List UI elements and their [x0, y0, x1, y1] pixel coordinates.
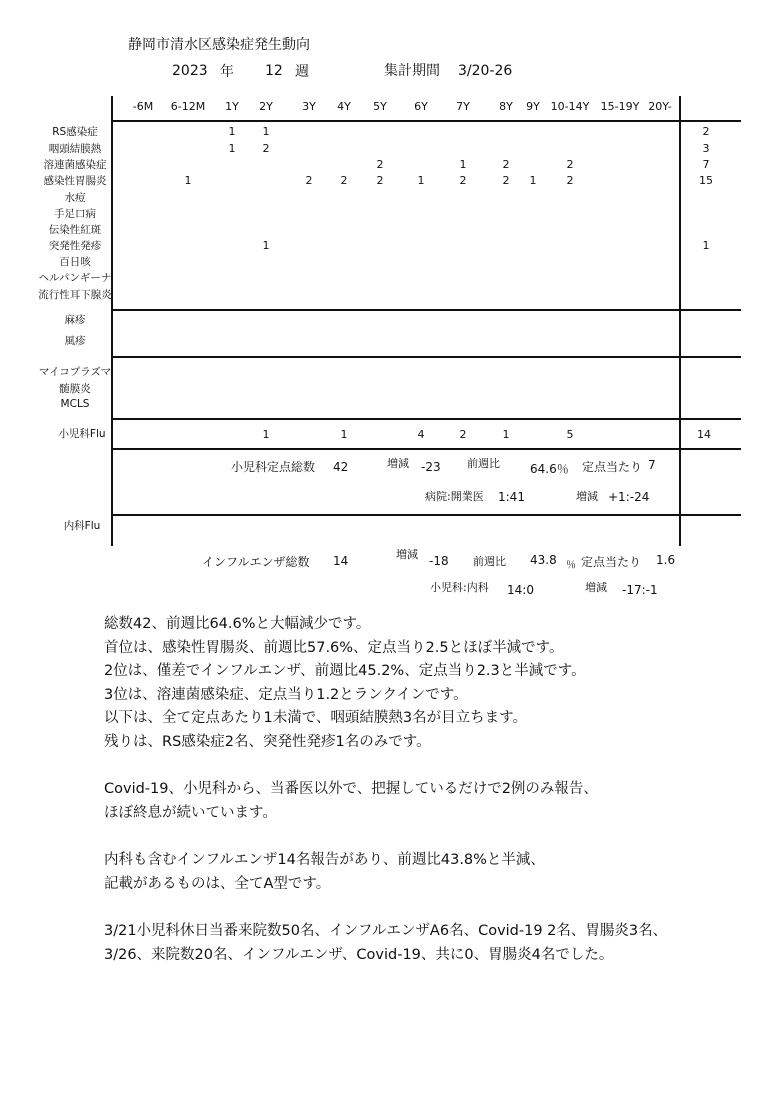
table-cell: 1	[502, 428, 510, 441]
column-header: 9Y	[526, 100, 540, 113]
pediatric-internal-change-label: 増減	[585, 581, 607, 594]
table-cell: 1	[184, 174, 192, 187]
row-label-measles: 麻疹	[64, 314, 86, 326]
commentary-line: 残りは、RS感染症2名、突発性発疹1名のみです。	[104, 733, 431, 750]
pediatric-ratio: 64.6％	[530, 462, 569, 476]
week-unit: 週	[295, 64, 309, 80]
row-label: ヘルパンギーナ	[38, 272, 112, 284]
pediatric-total-label: 小児科定点総数	[231, 460, 316, 474]
row-total: 2	[702, 125, 710, 138]
table-cell: 2	[459, 428, 467, 441]
pediatric-per-label: 定点当たり	[582, 460, 643, 474]
table-cell: 2	[566, 174, 574, 187]
flu-ratio-pct: ％	[566, 560, 576, 571]
header-divider	[111, 120, 741, 122]
pediatric-internal-ratio: 14:0	[507, 583, 534, 597]
table-cell: 2	[566, 158, 574, 171]
pediatric-change-label: 増減	[387, 457, 409, 470]
pediatric-total: 42	[333, 460, 349, 474]
row-label: 手足口病	[54, 208, 96, 220]
flu-ratio: 43.8	[530, 553, 557, 567]
hospital-clinic-label: 病院:開業医	[425, 490, 484, 503]
commentary-line: 3/21小児科休日当番来院数50名、インフルエンザA6名、Covid-19 2名、胃腸炎3名、	[104, 923, 668, 939]
column-header: 8Y	[499, 100, 513, 113]
year-unit: 年	[220, 64, 234, 80]
flu-change: -18	[429, 554, 449, 568]
commentary-line: 3/26、来院数20名、インフルエンザ、Covid-19、共に0、胃腸炎4名でした。	[104, 946, 614, 963]
flu-ratio-label: 前週比	[473, 555, 506, 568]
table-cell: 1	[459, 158, 467, 171]
table-cell: 1	[262, 239, 270, 252]
table-total-divider	[679, 96, 681, 546]
commentary-line: 首位は、感染性胃腸炎、前週比57.6%、定点当り2.5とほぼ半減です。	[104, 639, 564, 656]
commentary-line: ほぼ終息が続いています。	[104, 804, 277, 821]
column-header: 2Y	[259, 100, 273, 113]
pediatric-flu-divider	[111, 448, 741, 450]
commentary-line: Covid-19、小児科から、当番医以外で、把握しているだけで2例のみ報告、	[104, 781, 598, 797]
flu-total: 14	[333, 554, 349, 568]
year: 2023	[172, 63, 208, 79]
commentary-line: 記載があるものは、全てA型です。	[104, 875, 331, 892]
row-label: RS感染症	[52, 126, 98, 138]
pediatric-flu-total: 14	[697, 428, 711, 441]
pediatric-per: 7	[648, 458, 656, 472]
row-label-mcls: MCLS	[60, 398, 90, 410]
pediatric-internal-label: 小児科:内科	[430, 581, 489, 594]
table-cell: 2	[340, 174, 348, 187]
column-header: 3Y	[302, 100, 316, 113]
column-header: 20Y-	[648, 100, 672, 113]
row-label-mycoplasma: マイコプラズマ	[38, 366, 112, 378]
group-divider-1	[111, 309, 741, 311]
hospital-clinic-change: +1:-24	[608, 490, 650, 504]
row-label: 百日咳	[59, 256, 91, 268]
column-header: 7Y	[456, 100, 470, 113]
row-label: 伝染性紅斑	[48, 224, 102, 236]
table-cell: 1	[340, 428, 348, 441]
hospital-clinic-change-label: 増減	[576, 490, 598, 503]
pediatric-internal-change: -17:-1	[622, 583, 658, 597]
period-label: 集計期間	[384, 63, 440, 79]
table-cell: 1	[529, 174, 537, 187]
table-cell: 1	[228, 142, 236, 155]
table-cell: 2	[502, 158, 510, 171]
commentary-line: 2位は、僅差でインフルエンザ、前週比45.2%、定点当り2.3と半減です。	[104, 663, 586, 679]
commentary-line: 内科も含むインフルエンザ14名報告があり、前週比43.8%と半減、	[104, 852, 545, 868]
table-cell: 1	[417, 174, 425, 187]
row-total: 3	[702, 142, 710, 155]
table-cell: 4	[417, 428, 425, 441]
table-cell: 1	[262, 428, 270, 441]
table-cell: 1	[228, 125, 236, 138]
row-label: 水痘	[64, 192, 86, 204]
row-label-pediatric-flu: 小児科Flu	[58, 428, 106, 440]
table-cell: 2	[376, 158, 384, 171]
table-cell: 2	[305, 174, 313, 187]
flu-per-label: 定点当たり	[581, 555, 642, 569]
row-total: 15	[699, 174, 713, 187]
period: 3/20-26	[458, 63, 513, 79]
table-cell: 2	[262, 142, 270, 155]
column-header: 4Y	[337, 100, 351, 113]
flu-total-label: インフルエンザ総数	[202, 555, 310, 569]
commentary-line: 以下は、全て定点あたり1未満で、咽頭結膜熱3名が目立ちます。	[104, 710, 527, 726]
group-divider-3	[111, 418, 741, 420]
commentary-summary	[104, 613, 586, 754]
commentary-holiday-clinic	[104, 920, 667, 967]
row-label: 溶連菌感染症	[43, 159, 107, 171]
table-cell: 5	[566, 428, 574, 441]
row-total: 7	[702, 158, 710, 171]
column-header: 10-14Y	[550, 100, 590, 113]
row-label-meningitis: 髄膜炎	[59, 383, 91, 395]
pediatric-change: -23	[421, 460, 441, 474]
column-header: 6Y	[414, 100, 428, 113]
row-label: 突発性発疹	[48, 240, 102, 252]
table-left-border	[111, 96, 113, 546]
table-cell: 2	[459, 174, 467, 187]
column-header: 5Y	[373, 100, 387, 113]
flu-per: 1.6	[656, 553, 676, 567]
hospital-clinic-ratio: 1:41	[498, 490, 525, 504]
table-cell: 1	[262, 125, 270, 138]
week-number: 12	[265, 63, 283, 79]
group-divider-2	[111, 356, 741, 358]
column-header: 1Y	[225, 100, 239, 113]
column-header: 6-12M	[170, 100, 206, 113]
row-label-internal-flu: 内科Flu	[63, 520, 101, 532]
row-total: 1	[702, 239, 710, 252]
flu-change-label: 増減	[396, 548, 418, 561]
commentary-covid	[104, 778, 598, 825]
column-header: 15-19Y	[600, 100, 640, 113]
row-label-rubella: 風疹	[64, 335, 86, 347]
column-header: -6M	[132, 100, 154, 113]
internal-flu-divider	[111, 514, 741, 516]
row-label: 感染性胃腸炎	[43, 175, 107, 187]
commentary-line: 3位は、溶連菌感染症、定点当り1.2とランクインです。	[104, 686, 468, 703]
table-cell: 2	[502, 174, 510, 187]
pediatric-ratio-label: 前週比	[467, 457, 500, 470]
row-label: 咽頭結膜熱	[48, 143, 102, 155]
commentary-influenza	[104, 849, 545, 896]
row-label: 流行性耳下腺炎	[38, 289, 112, 301]
page-title: 静岡市清水区感染症発生動向	[128, 37, 310, 53]
table-cell: 2	[376, 174, 384, 187]
commentary-line: 総数42、前週比64.6%と大幅減少です。	[104, 616, 371, 632]
